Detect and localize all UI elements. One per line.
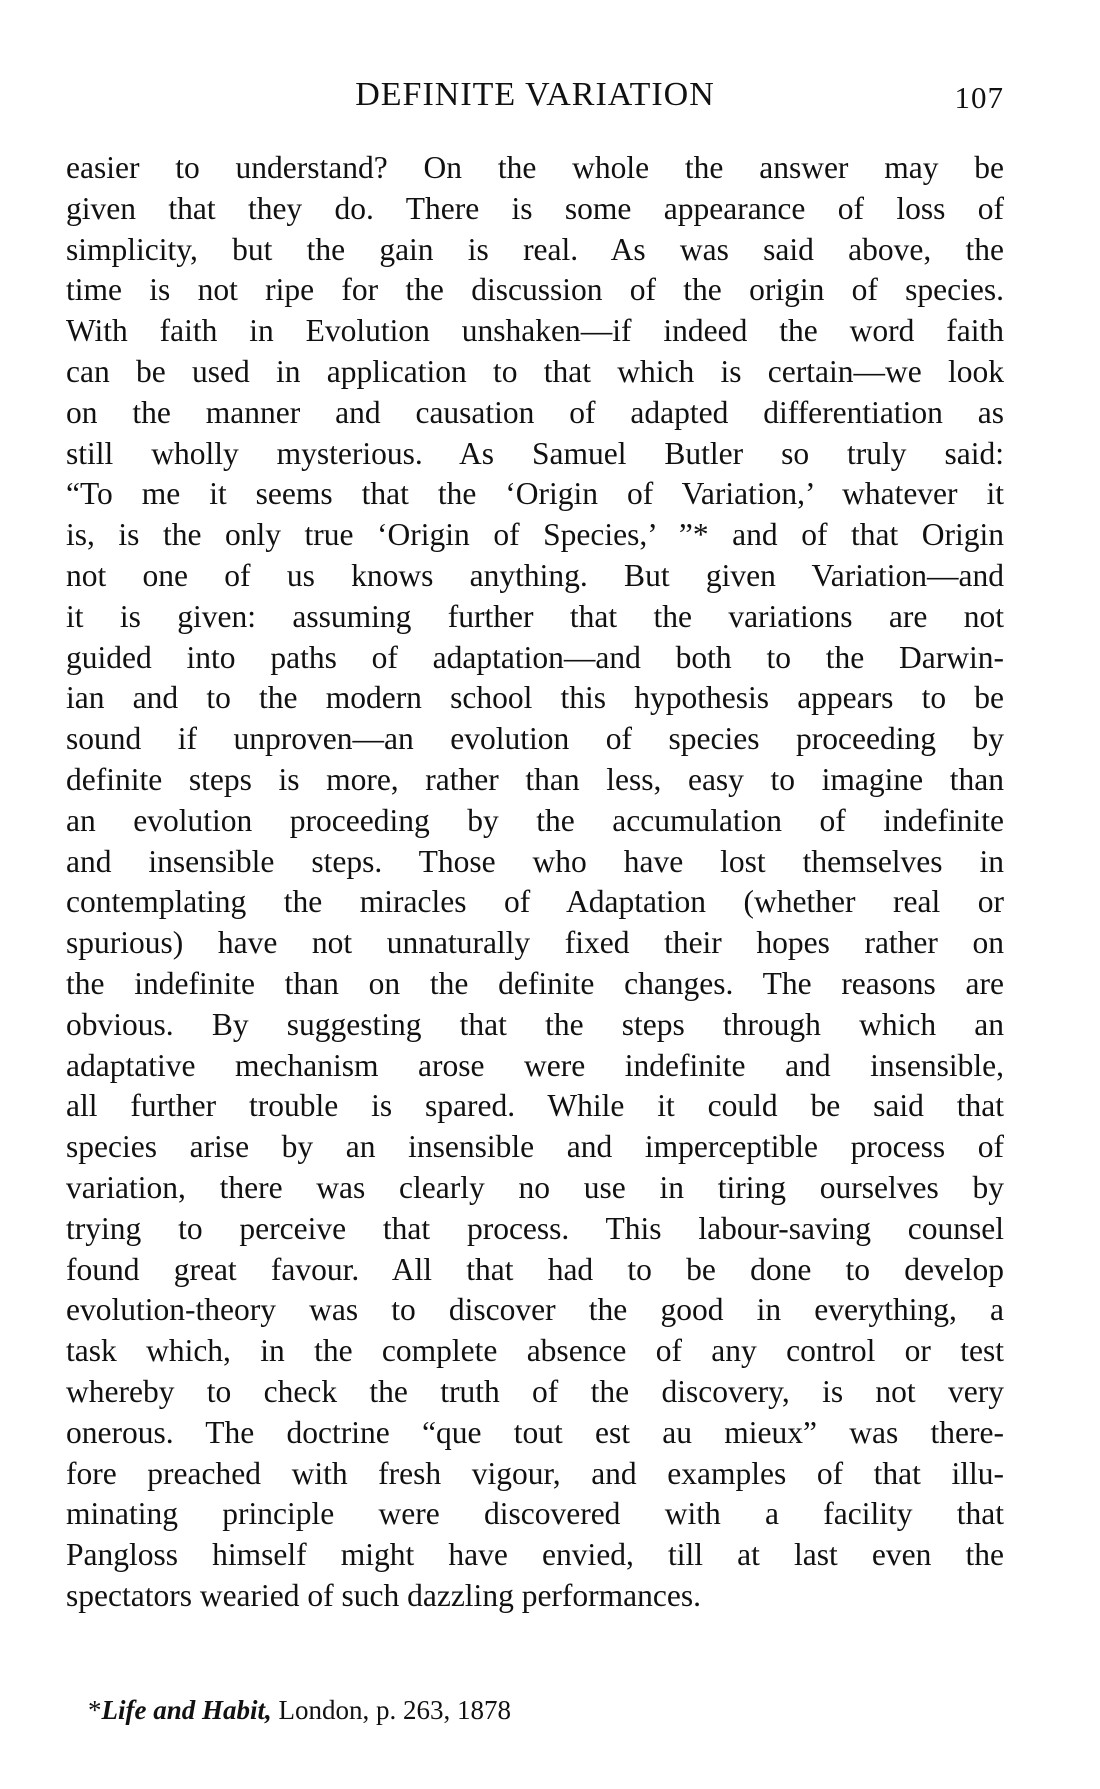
page-header <box>66 76 1004 120</box>
text-line: not one of us knows anything. But given Variation—and <box>66 557 1004 593</box>
text-line: variation, there was clearly no use in tiring ourselves by <box>66 1169 1004 1205</box>
text-line: species arise by an insensible and imperceptible process of <box>66 1129 1004 1165</box>
text-line: on the manner and causation of adapted differentiation as <box>66 394 1004 430</box>
running-title: DEFINITE VARIATION <box>355 76 715 113</box>
text-line: fore preached with fresh vigour, and examples of that illu- <box>66 1455 1004 1491</box>
text-line: all further trouble is spared. While it could be said that <box>66 1088 1004 1124</box>
text-line: spurious) have not unnaturally fixed their hopes rather on <box>66 925 1004 961</box>
text-line: it is given: assuming further that the variations are not <box>66 598 1004 634</box>
text-line: still wholly mysterious. As Samuel Butler so truly said: <box>66 435 1004 471</box>
footnote-title: Life and Habit, <box>101 1695 272 1725</box>
text-line: task which, in the complete absence of any control or test <box>66 1333 1004 1369</box>
text-line: trying to perceive that process. This labour-saving counsel <box>66 1210 1004 1246</box>
text-line: an evolution proceeding by the accumulation of indefinite <box>66 802 1004 838</box>
footnote-marker: * <box>88 1695 102 1725</box>
text-line: whereby to check the truth of the discovery, is not very <box>66 1373 1004 1409</box>
text-line: ian and to the modern school this hypothesis appears to be <box>66 680 1004 716</box>
text-line: given that they do. There is some appearance of loss of <box>66 190 1004 226</box>
body-paragraph <box>66 148 1004 1617</box>
text-line: simplicity, but the gain is real. As was said above, the <box>66 231 1004 267</box>
text-line: spectators wearied of such dazzling performances. <box>66 1577 701 1613</box>
text-line: found great favour. All that had to be done to develop <box>66 1251 1004 1287</box>
text-line: and insensible steps. Those who have lost themselves in <box>66 843 1004 879</box>
text-line: obvious. By suggesting that the steps through which an <box>66 1006 1004 1042</box>
text-line: evolution-theory was to discover the good in everything, a <box>66 1292 1004 1328</box>
footnote <box>88 1693 511 1727</box>
text-line: the indefinite than on the definite changes. The reasons are <box>66 965 1004 1001</box>
text-line: sound if unproven—an evolution of species proceeding by <box>66 721 1004 757</box>
text-line: Pangloss himself might have envied, till at last even the <box>66 1537 1004 1573</box>
text-line: “To me it seems that the ‘Origin of Variation,’ whatever it <box>66 476 1004 512</box>
text-line: With faith in Evolution unshaken—if indeed the word faith <box>66 313 1004 349</box>
text-line: adaptative mechanism arose were indefinite and insensible, <box>66 1047 1004 1083</box>
text-line: easier to understand? On the whole the answer may be <box>66 150 1004 185</box>
text-line: minating principle were discovered with a facility that <box>66 1496 1004 1532</box>
text-line: guided into paths of adaptation—and both to the Darwin- <box>66 639 1004 675</box>
text-line: can be used in application to that which is certain—we look <box>66 353 1004 389</box>
text-line: contemplating the miracles of Adaptation (whether real or <box>66 884 1004 920</box>
text-line: is, is the only true ‘Origin of Species,’ ”* and of that Origin <box>66 517 1004 553</box>
text-line: time is not ripe for the discussion of the origin of species. <box>66 272 1004 308</box>
footnote-citation: London, p. 263, 1878 <box>271 1695 511 1725</box>
text-line: definite steps is more, rather than less, easy to imagine than <box>66 761 1004 797</box>
page-number: 107 <box>954 80 1004 115</box>
text-line: onerous. The doctrine “que tout est au mieux” was there- <box>66 1414 1004 1450</box>
